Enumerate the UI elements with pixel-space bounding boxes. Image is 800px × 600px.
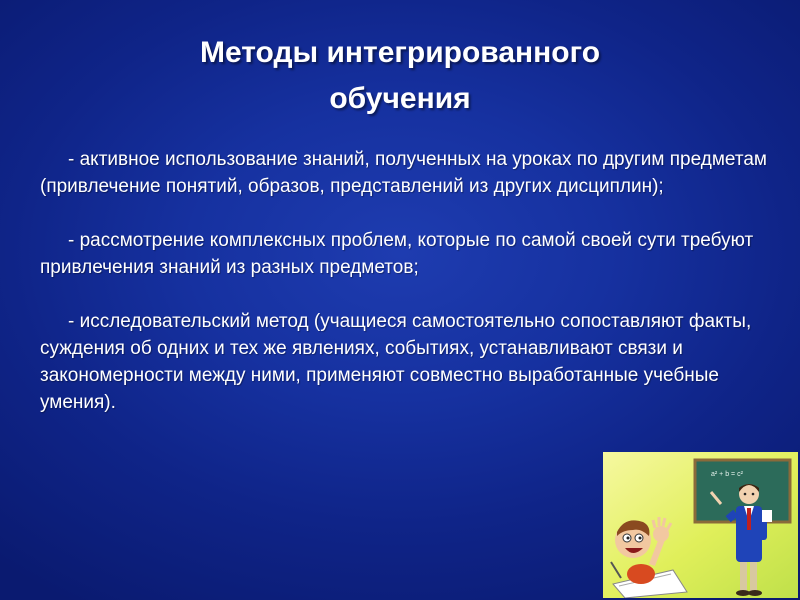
slide-title-line-1: Методы интегрированного [199,36,601,69]
paragraph-active-use: - активное использование знаний, полученных на уроках по другим предметам (привлечение понятий, образов, представлений из других дисциплин); [40,149,767,197]
slide-body [40,146,770,416]
slide-title [80,30,720,122]
svg-text:a² + b = c²: a² + b = c² [711,471,743,478]
paragraph-research-method: - исследовательский метод (учащиеся самостоятельно сопоставляют факты, суждения об одних и тех же явлениях, событиях, устанавливают связи и закономерности между ними, применяют совместно выработанные учебные умения). [40,311,752,413]
paragraph-complex-problems: - рассмотрение комплексных проблем, которые по самой своей сути требуют привлечения знаний из разных предметов; [40,230,754,278]
slide-title-line-2: обучения [329,82,471,115]
teacher-and-student-icon [603,452,798,598]
